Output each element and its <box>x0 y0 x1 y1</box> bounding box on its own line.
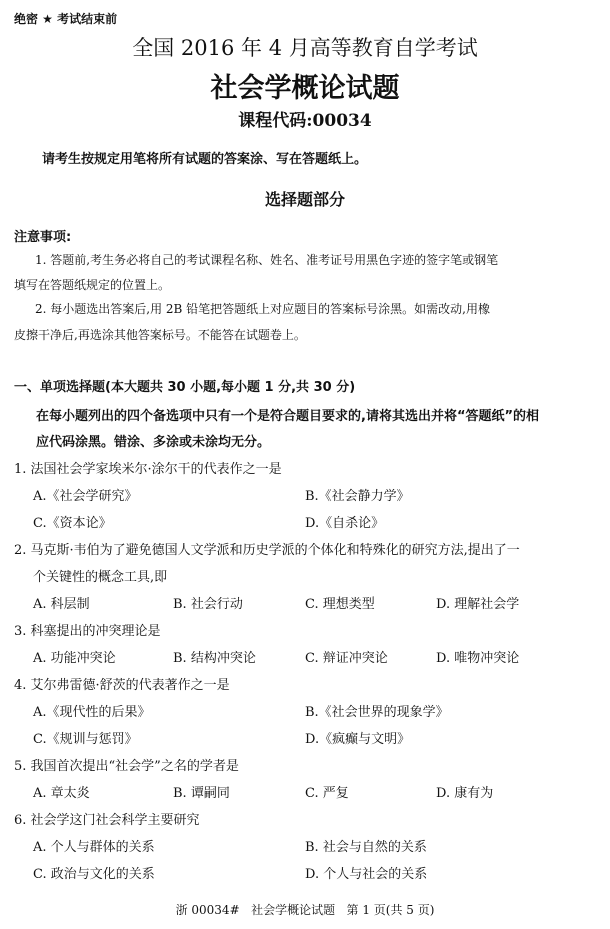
question-stem: 2. 马克斯·韦伯为了避免德国人文学派和历史学派的个体化和特殊化的研究方法,提出了一 <box>14 543 520 558</box>
secret-mark: 绝密 ★ 考试结束前 <box>14 12 118 26</box>
option-d: D.《疯癫与文明》 <box>305 732 411 747</box>
option-b: B.《社会静力学》 <box>305 489 410 504</box>
question-stem: 1. 法国社会学家埃米尔·涂尔干的代表作之一是 <box>14 462 282 477</box>
option-b: B. 社会与自然的关系 <box>305 840 427 855</box>
option-b: B. 结构冲突论 <box>173 651 256 666</box>
option-c: C.《规训与惩罚》 <box>33 732 138 747</box>
page-footer: 浙 00034# 社会学概论试题 第 1 页(共 5 页) <box>175 903 435 917</box>
option-a: A. 功能冲突论 <box>33 651 116 666</box>
option-d: D. 唯物冲突论 <box>436 651 520 666</box>
option-c: C. 理想类型 <box>305 597 375 612</box>
option-c: C. 辩证冲突论 <box>305 651 388 666</box>
part1-title: 一、单项选择题(本大题共 30 小题,每小题 1 分,共 30 分) <box>14 380 356 395</box>
option-a: A. 章太炎 <box>33 786 90 801</box>
answer-instruction: 请考生按规定用笔将所有试题的答案涂、写在答题纸上。 <box>42 152 368 167</box>
part1-desc-line-2: 应代码涂黑。错涂、多涂或未涂均无分。 <box>36 435 271 450</box>
question-stem-continued: 个关键性的概念工具,即 <box>33 570 168 585</box>
option-a: A.《现代性的后果》 <box>33 705 151 720</box>
option-b: B. 谭嗣同 <box>173 786 230 801</box>
section-title: 选择题部分 <box>264 190 345 209</box>
option-c: C.《资本论》 <box>33 516 112 531</box>
question-stem: 5. 我国首次提出“社会学”之名的学者是 <box>14 759 239 774</box>
option-b: B.《社会世界的现象学》 <box>305 705 449 720</box>
note-item-2-line-2: 皮擦干净后,再选涂其他答案标号。不能答在试题卷上。 <box>14 328 306 342</box>
option-a: A. 科层制 <box>33 597 90 612</box>
part1-desc-line-1: 在每小题列出的四个备选项中只有一个是符合题目要求的,请将其选出并将“答题纸”的相 <box>36 409 540 424</box>
option-d: D. 康有为 <box>436 786 494 801</box>
course-code: 课程代码:00034 <box>238 111 372 131</box>
option-d: D.《自杀论》 <box>305 516 385 531</box>
option-d: D. 理解社会学 <box>436 597 520 612</box>
option-c: C. 政治与文化的关系 <box>33 867 155 882</box>
option-b: B. 社会行动 <box>173 597 243 612</box>
option-a: A. 个人与群体的关系 <box>33 840 155 855</box>
note-item-1-line-2: 填写在答题纸规定的位置上。 <box>14 278 171 292</box>
option-c: C. 严复 <box>305 786 349 801</box>
note-item-2-line-1: 2. 每小题选出答案后,用 2B 铅笔把答题纸上对应题目的答案标号涂黑。如需改动,用橡 <box>35 302 490 316</box>
option-d: D. 个人与社会的关系 <box>305 867 428 882</box>
notes-heading: 注意事项: <box>14 230 72 245</box>
note-item-1-line-1: 1. 答题前,考生务必将自己的考试课程名称、姓名、准考证号用黑色字迹的签字笔或钢笔 <box>35 253 499 267</box>
option-a: A.《社会学研究》 <box>33 489 138 504</box>
exam-title: 全国 2016 年 4 月高等教育自学考试 <box>132 36 478 60</box>
question-stem: 3. 科塞提出的冲突理论是 <box>14 624 161 639</box>
question-stem: 6. 社会学这门社会科学主要研究 <box>14 813 200 828</box>
question-stem: 4. 艾尔弗雷德·舒茨的代表著作之一是 <box>14 678 230 693</box>
paper-title: 社会学概论试题 <box>210 73 400 104</box>
